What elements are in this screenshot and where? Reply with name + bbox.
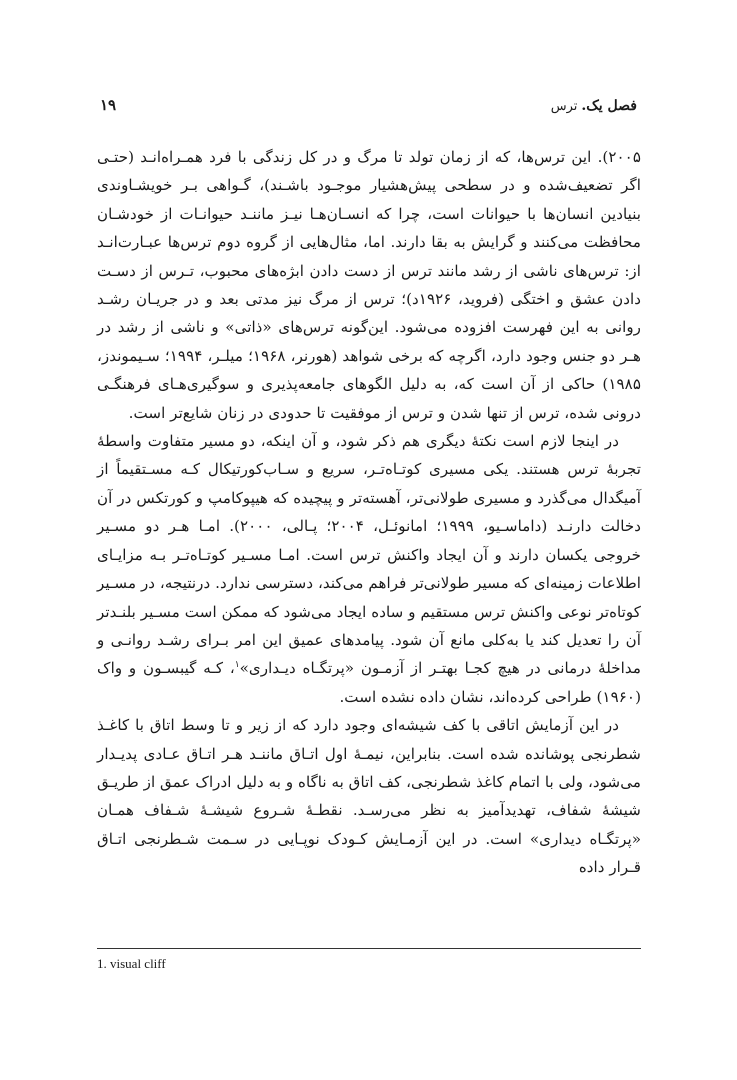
paragraph-1: ۲۰۰۵). این ترس‌ها، که از زمان تولد تا مرگ و در کل زندگی با فرد همـراه‌انـد (حتـی اگر تضعیف‌شده و در سطحی پیش‌هشیار موجـود باشـند)، گـواهی بـر خویشـاوندی بنیادین انسان‌ها با حیوانات است، چرا که انسـان‌هـا نیـز ماننـد حیوانـات از خودشـان محافظت می‌کنند و گرایش به بقا دارند. اما، مثال‌هایی از گروه دوم ترس‌ها عبـارت‌انـد از: ترس‌های ناشی از رشد مانند ترس از دست دادن ابژه‌های محبوب، تـرس از دسـت دادن عشق و اختگی (فروید، ۱۹۲۶د)؛ ترس از مرگ نیز مدتی بعد و در جریـان رشـد روانی به این فهرست افزوده می‌شود. این‌گونه ترس‌های «ذاتی» و ناشی از رشد در هـر دو جنس وجود دارد، اگرچه که برخی شواهد (هورنر، ۱۹۶۸؛ میلـر، ۱۹۹۴؛ سـیموندز، ۱۹۸۵) حاکی از آن است که، به دلیل الگوهای جامعه‌پذیری و سوگیری‌هـای فرهنگـی درونی شده، ترس از تنها شدن و ترس از موفقیت تا حدودی در زنان شایع‌تر است.	[97, 148, 641, 422]
paragraph-2	[97, 427, 641, 711]
section-title: ترس	[550, 99, 578, 114]
paragraph-2-text-a: در اینجا لازم است نکتهٔ دیگری هم ذکر شود، و آن اینکه، دو مسیر متفاوت واسطهٔ تجربهٔ ترس هستند. یکی مسیری کوتـاه‌تـر، سریع و سـاب‌کورتیکال کـه مسـتقیماً از آمیگدال می‌گذرد و مسیری طولانی‌تر، آهسته‌تر و پیچیده که هیپوکامپ و کورتکس در آن دخالت دارنـد (داماسـیو، ۱۹۹۹؛ امانوئـل، ۲۰۰۴؛ پـالی، ۲۰۰۰). امـا هـر دو مسـیر خروجی یکسان دارند و آن ایجاد واکنش ترس است. امـا مسـیر کوتـاه‌تـر بـه مزایـای اطلاعات زمینه‌ای که مسیر طولانی‌تر فراهم می‌کند، دسترسی ندارد. درنتیجه، در مسـیر کوتاه‌تر نوعی واکنش ترس مستقیم و ساده ایجاد می‌شود که ممکن است مسـیر بلنـدتر آن را تعدیل کند یا به‌کلی مانع آن شود. پیامدهای عمیق این امر بـرای رشـد روانـی و مداخلهٔ درمانی در هیچ کجـا بهتـر از آزمـون «پرتگـاه دیـداری»	[97, 432, 641, 678]
header-separator: .	[581, 98, 587, 114]
main-text	[97, 143, 641, 882]
paragraph-2-text-b: ، کـه گیبسـون و واک (۱۹۶۰) طراحی کرده‌اند، نشان داده نشده است.	[97, 659, 641, 706]
chapter-title: فصل یک	[586, 98, 637, 114]
running-header	[100, 96, 637, 120]
footnote-reference: ۱	[234, 660, 240, 671]
page-number: ۱۹	[100, 96, 117, 114]
footnote-divider	[97, 948, 641, 949]
paragraph-3: در این آزمایش اتاقی با کف شیشه‌ای وجود دارد که از زیر و تا وسط اتاق با کاغـذ شطرنجی پوشانده شده است. بنابراین، نیمـهٔ اول اتـاق ماننـد هـر اتـاق عـادی پدیـدار می‌شود، ولی با اتمام کاغذ شطرنجی، کف اتاق به ناگاه و به دلیل ادراک عمق از طریـق شیشهٔ شفاف، تهدیدآمیز به نظر می‌رسـد. نقطـهٔ شـروع شیشـهٔ شـفاف همـان «پرتگـاه دیداری» است. در این آزمـایش کـودک نوپـایی در سـمت شـطرنجی اتـاق قـرار داده	[97, 716, 641, 877]
footnote: 1. visual cliff	[97, 956, 166, 971]
